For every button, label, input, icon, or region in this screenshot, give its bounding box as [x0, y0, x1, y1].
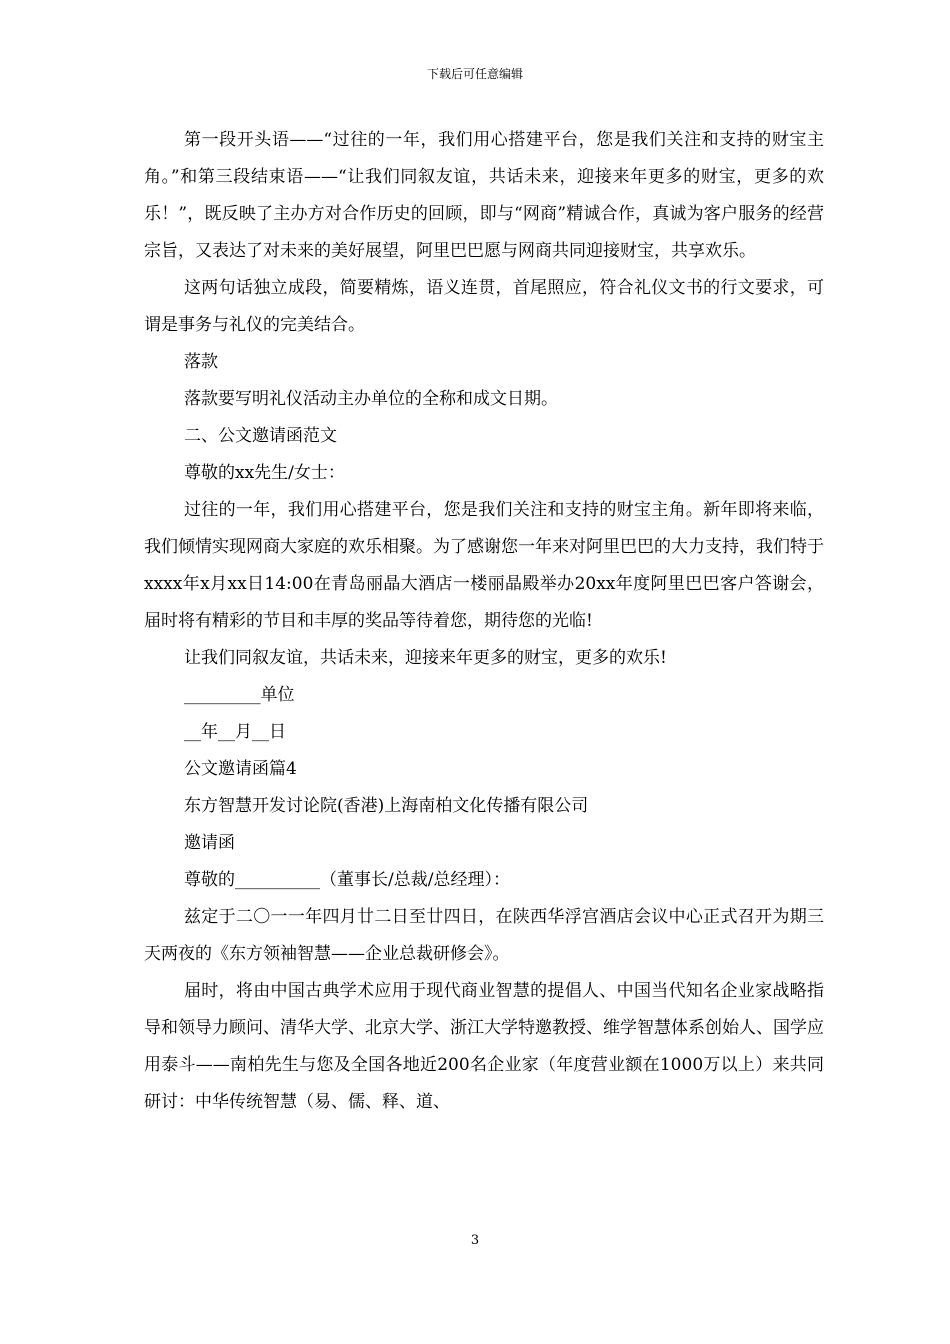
section-heading-piece-4: 公文邀请函篇4: [184, 759, 297, 779]
paragraph-event-announcement: 兹定于二〇一一年四月廿二日至廿四日，在陕西华浮宫酒店会议中心正式召开为期三天两夜的《东方领袖智慧——企业总裁研修会》。: [144, 907, 824, 964]
salutation-executive: 尊敬的__________（董事长/总裁/总经理）：: [184, 870, 510, 890]
heading-signature: 落款: [184, 352, 218, 372]
paragraph-invitation-body: 过往的一年，我们用心搭建平台，您是我们关注和支持的财宝主角。新年即将来临，我们倾情实现网商大家庭的欢乐相聚。为了感谢您一年来对阿里巴巴的大力支持，我们特于xxxx年x月xx日14:00在青岛丽晶大酒店一楼丽晶殿举办20xx年度阿里巴巴客户答谢会，届时将有精彩的节目和丰厚的奖品等待着您，期待您的光临!: [144, 500, 824, 631]
organizer-names: 东方智慧开发讨论院(香港)上海南柏文化传播有限公司: [184, 796, 589, 816]
paragraph-event-details: 届时，将由中国古典学术应用于现代商业智慧的提倡人、中国当代知名企业家战略指导和领导力顾问、清华大学、北京大学、浙江大学特邀教授、维学智慧体系创始人、国学应用泰斗——南柏先生与您及全国各地近200名企业家（年度营业额在1000万以上）来共同研讨：中华传统智慧（易、儒、释、道、: [144, 981, 824, 1112]
document-body: [144, 122, 824, 1121]
paragraph-summary: 这两句话独立成段，简要精炼，语义连贯，首尾照应，符合礼仪文书的行文要求，可谓是事务与礼仪的完美结合。: [144, 278, 824, 335]
salutation: 尊敬的xx先生/女士：: [184, 463, 345, 483]
letter-title: 邀请函: [184, 833, 235, 853]
page-header: 下载后可任意编辑: [426, 67, 523, 81]
section-heading-sample: 二、公文邀请函范文: [184, 426, 337, 446]
paragraph-signature-rule: 落款要写明礼仪活动主办单位的全称和成文日期。: [184, 389, 558, 409]
signature-unit-line: _________单位: [184, 685, 295, 705]
page-number: 3: [470, 1233, 480, 1248]
signature-date-line: __年__月__日: [184, 722, 286, 742]
paragraph-closing: 让我们同叙友谊，共话未来，迎接来年更多的财宝，更多的欢乐!: [184, 648, 667, 668]
paragraph-opening-analysis: 第一段开头语——“过往的一年，我们用心搭建平台，您是我们关注和支持的财宝主角。”和第三段结束语——“让我们同叙友谊，共话未来，迎接来年更多的财宝，更多的欢乐！”，既反映了主办方对合作历史的回顾，即与“网商”精诚合作，真诚为客户服务的经营宗旨，又表达了对未来的美好展望，阿里巴巴愿与网商共同迎接财宝，共享欢乐。: [144, 130, 824, 261]
